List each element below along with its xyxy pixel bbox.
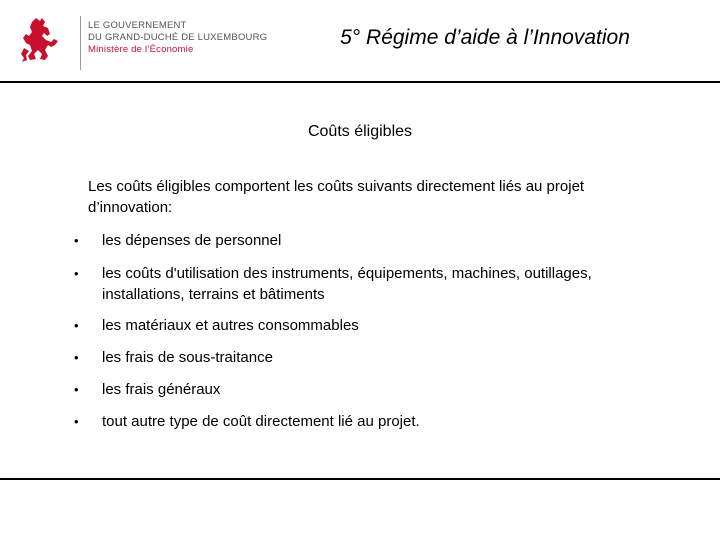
- bullet-icon: •: [74, 266, 79, 281]
- bullet-icon: •: [74, 350, 79, 365]
- list-item-text: les coûts d'utilisation des instruments, équipements, machines, outillages, installations, terrains et bâtiments: [102, 265, 592, 303]
- logo-text: [88, 20, 267, 56]
- section-title: Coûts éligibles: [307, 123, 413, 140]
- list-item-text: les frais de sous-traitance: [102, 349, 273, 366]
- logo-separator: [80, 16, 81, 70]
- intro-paragraph: Les coûts éligibles comportent les coûts suivants directement liés au projet d’innovation:: [88, 178, 585, 216]
- logo-line-ministry: Ministère de l’Économie: [88, 44, 194, 55]
- bullet-icon: •: [74, 382, 79, 397]
- list-item-text: les frais généraux: [102, 381, 221, 398]
- bullet-icon: •: [74, 233, 79, 248]
- header-divider: [0, 81, 720, 83]
- list-item-text: les matériaux et autres consommables: [102, 317, 359, 334]
- slide-title: 5° Régime d’aide à l’Innovation: [340, 26, 630, 49]
- logo-line-government: LE GOUVERNEMENT: [88, 20, 187, 31]
- list-item-text: tout autre type de coût directement lié au projet.: [102, 413, 420, 430]
- government-logo: [18, 14, 268, 70]
- list-item-text: les dépenses de personnel: [102, 232, 282, 249]
- bullet-icon: •: [74, 414, 79, 429]
- red-lion-icon: [18, 14, 62, 64]
- footer-divider: [0, 478, 720, 480]
- logo-line-country: DU GRAND-DUCHÉ DE LUXEMBOURG: [88, 32, 268, 43]
- bullet-icon: •: [74, 318, 79, 333]
